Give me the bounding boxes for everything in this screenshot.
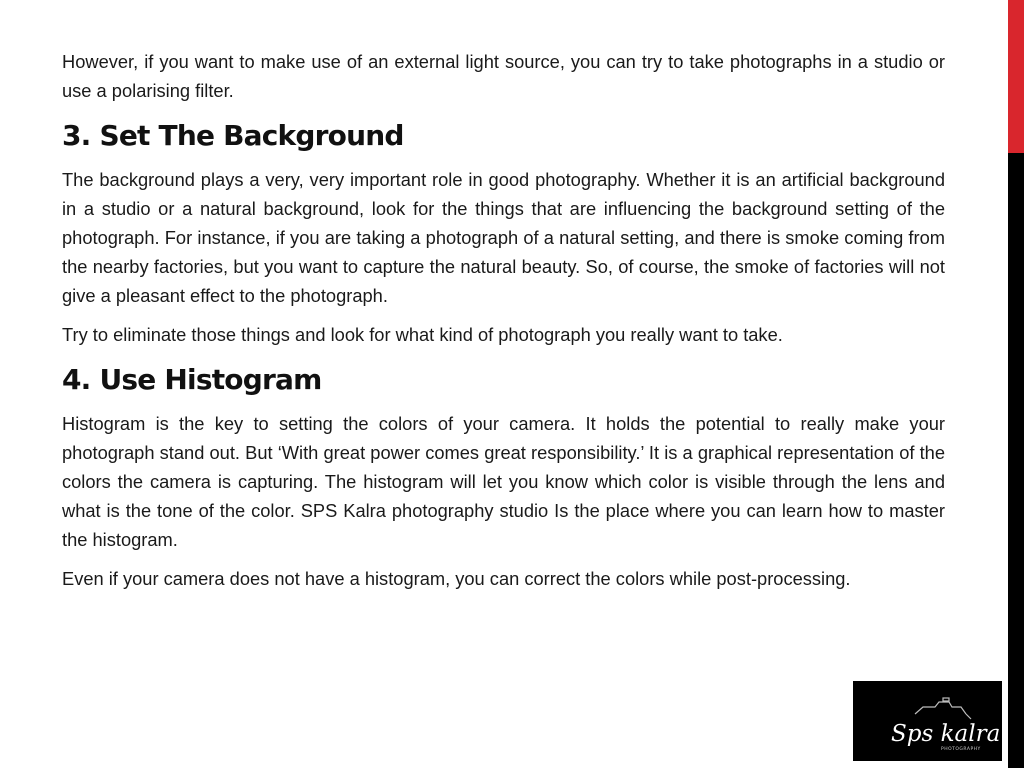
histogram-paragraph-1: Histogram is the key to setting the colors of your camera. It holds the potential to really make your photograph stand out. But ‘With great power comes great responsibility.’ It is a graphical representation of the colors the camera is capturing. The histogram will let you know which color is visible through the lens and what is the tone of the color. SPS Kalra photography studio Is the place where you can learn how to master the histogram. xyxy=(62,413,945,550)
background-paragraph-2: Try to eliminate those things and look for what kind of photograph you really want to take. xyxy=(62,324,783,345)
histogram-paragraph-2: Even if your camera does not have a histogram, you can correct the colors while post-processing. xyxy=(62,568,851,589)
accent-bar-red xyxy=(1008,0,1024,153)
intro-paragraph: However, if you want to make use of an external light source, you can try to take photographs in a studio or use a polarising filter. xyxy=(62,51,945,101)
logo-graphic xyxy=(853,681,1002,761)
background-paragraph-1: The background plays a very, very important role in good photography. Whether it is an artificial background in a studio or a natural background, look for the things that are influencing the background setting of the photograph. For instance, if you are taking a photograph of a natural setting, and there is smoke coming from the nearby factories, but you want to capture the natural beauty. So, of course, the smoke of factories will not give a pleasant effect to the photograph. xyxy=(62,169,945,306)
studio-logo xyxy=(853,681,1002,761)
logo-camera-icon xyxy=(915,698,971,719)
logo-wordmark: Sps kalra xyxy=(891,721,1001,747)
section-heading-histogram: 4. Use Histogram xyxy=(62,363,322,396)
article-body xyxy=(62,47,945,603)
logo-tagline: PHOTOGRAPHY xyxy=(941,747,981,752)
section-heading-background: 3. Set The Background xyxy=(62,119,404,152)
accent-bar-dark xyxy=(1008,153,1024,768)
right-accent-bar xyxy=(1008,0,1024,768)
